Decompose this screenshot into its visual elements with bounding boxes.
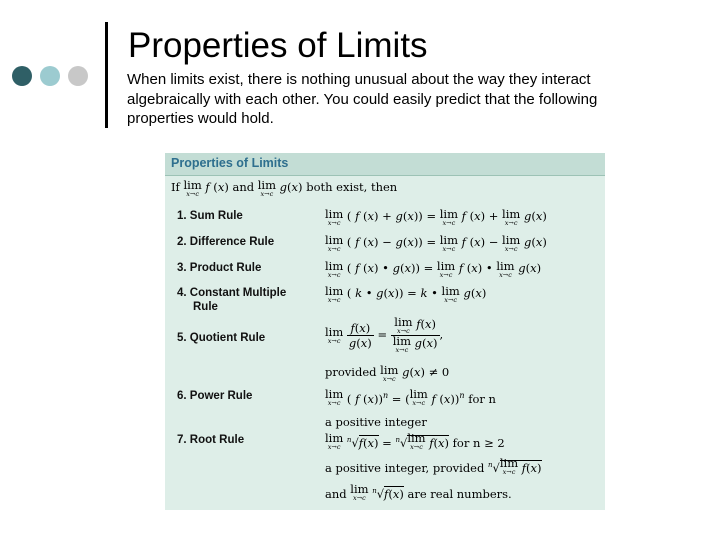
rule-sum: 1. Sum Rule — [177, 210, 243, 222]
formula-sum: lim x→c ( f (x) + g(x)) = lim x→c f (x) + lim x→c g(x) — [325, 207, 547, 227]
rule-quotient: 5. Quotient Rule — [177, 332, 266, 344]
formula-root: lim x→c $^n$√f(x) = $^n$√lim x→c f(x) for n ≥ 2 — [325, 431, 505, 451]
condition-and: and — [232, 180, 255, 194]
decorative-dots — [12, 66, 88, 86]
header-divider — [165, 175, 605, 176]
box-header — [165, 153, 605, 175]
dot-light-teal — [40, 66, 60, 86]
slide-title: Properties of Limits — [128, 26, 428, 65]
dot-dark — [12, 66, 32, 86]
power-for-n: for n — [468, 391, 496, 406]
root-note: a positive integer, provided $^n$√lim x→c f(x) — [325, 456, 542, 476]
rule-constant-multiple: 4. Constant Multiple — [177, 287, 287, 299]
condition-if: If — [171, 180, 180, 194]
formula-power: lim x→c ( f (x))$^n$ = (lim x→c f (x))$^n$ for n — [325, 387, 496, 407]
formula-quotient: lim x→c $\frac{f(x)}{g(x)}$ = lim x→c f(x) lim x→c g(x) , — [325, 315, 444, 354]
root-note2-post: are real numbers. — [407, 486, 512, 501]
intro-line: algebraically with each other. You could easily predict that the following — [127, 90, 598, 108]
rule-difference: 2. Difference Rule — [177, 236, 275, 248]
formula-constant-multiple: lim x→c ( k • g(x)) = k • lim x→c g(x) — [325, 284, 487, 304]
condition-line: If lim x→c f (x) and lim x→c g(x) both exist, then — [171, 178, 398, 198]
root-for-n: for n ≥ 2 — [452, 435, 505, 450]
rule-constant-multiple-line2: Rule — [193, 301, 218, 313]
power-note: a positive integer — [325, 415, 427, 429]
quotient-proviso: provided lim x→c g(x) ≠ 0 — [325, 363, 450, 383]
intro-line: properties would hold. — [127, 110, 274, 127]
properties-box — [165, 153, 605, 510]
formula-difference: lim x→c ( f (x) − g(x)) = lim x→c f (x) − lim x→c g(x) — [325, 233, 547, 253]
title-divider — [105, 22, 108, 128]
root-note-text: a positive integer, provided — [325, 460, 485, 475]
dot-gray — [68, 66, 88, 86]
provided-label: provided — [325, 365, 377, 379]
condition-post: both exist, then — [306, 180, 398, 194]
slide-intro — [127, 70, 687, 129]
root-note2-and: and — [325, 486, 347, 501]
rule-product: 3. Product Rule — [177, 262, 262, 274]
formula-product: lim x→c ( f (x) • g(x)) = lim x→c f (x) • lim x→c g(x) — [325, 259, 542, 279]
box-title: Properties of Limits — [171, 156, 289, 170]
root-note-2: and lim x→c $^n$√f(x) are real numbers. — [325, 482, 512, 502]
rule-power: 6. Power Rule — [177, 390, 253, 402]
rule-root: 7. Root Rule — [177, 434, 245, 446]
intro-line: When limits exist, there is nothing unusual about the way they interact — [127, 71, 591, 88]
